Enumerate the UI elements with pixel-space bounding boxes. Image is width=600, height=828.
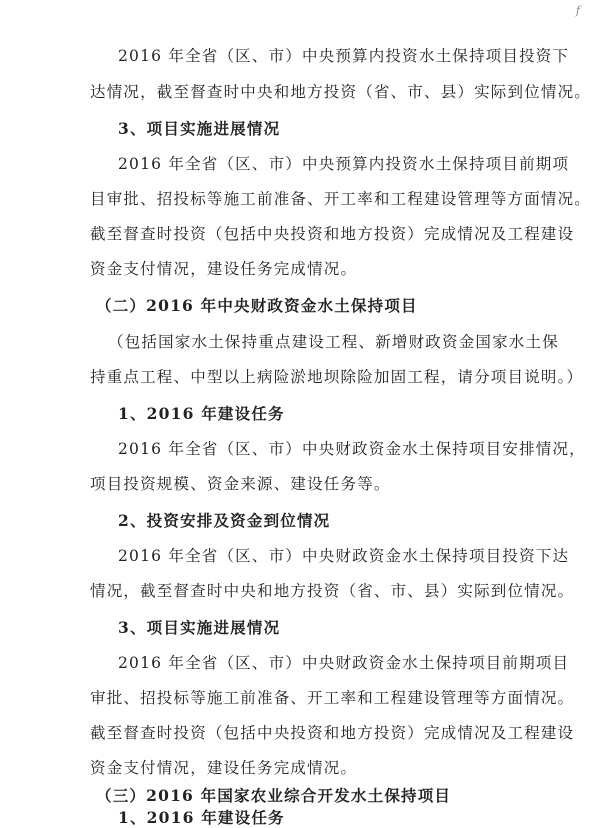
text-line: 项目投资规模、资金来源、建设任务等。 [90,475,391,493]
text-line: （包括国家水土保持重点建设工程、新增财政资金国家水土保 [108,333,559,351]
text-line: 审批、招投标等施工前准备、开工率和工程建设管理等方面情况。 [90,689,575,707]
section-heading: 3、项目实施进展情况 [118,618,281,637]
text-line: 资金支付情况，建设任务完成情况。 [90,759,358,777]
text-line: 截至督查时投资（包括中央投资和地方投资）完成情况及工程建设 [90,225,575,243]
text-line: 2016 年全省（区、市）中央预算内投资水土保持项目投资下 [118,47,570,65]
section-heading: 1、2016 年建设任务 [118,808,285,827]
text-line: 达情况，截至督查时中央和地方投资（省、市、县）实际到位情况。 [90,83,592,101]
section-heading: 2、投资安排及资金到位情况 [118,511,331,530]
text-line: 持重点工程、中型以上病险淤地坝除险加固工程，请分项目说明。） [90,368,584,386]
section-heading: （二）2016 年中央财政资金水土保持项目 [96,296,418,315]
section-heading: （三）2016 年国家农业综合开发水土保持项目 [96,786,452,805]
section-heading: 3、项目实施进展情况 [118,119,281,138]
text-line: 2016 年全省（区、市）中央预算内投资水土保持项目前期项 [118,155,570,173]
text-line: 2016 年全省（区、市）中央财政资金水土保持项目安排情况， [118,440,586,458]
text-line: 情况，截至督查时中央和地方投资（省、市、县）实际到位情况。 [90,582,575,600]
section-heading: 1、2016 年建设任务 [118,404,285,423]
text-line: 2016 年全省（区、市）中央财政资金水土保持项目前期项目 [118,654,570,672]
text-line: 截至督查时投资（包括中央投资和地方投资）完成情况及工程建设 [90,724,575,742]
text-line: 2016 年全省（区、市）中央财政资金水土保持项目投资下达 [118,547,570,565]
text-line: 目审批、招投标等施工前准备、开工率和工程建设管理等方面情况。 [90,190,592,208]
text-line: 资金支付情况，建设任务完成情况。 [90,260,358,278]
corner-mark: f [575,4,580,17]
